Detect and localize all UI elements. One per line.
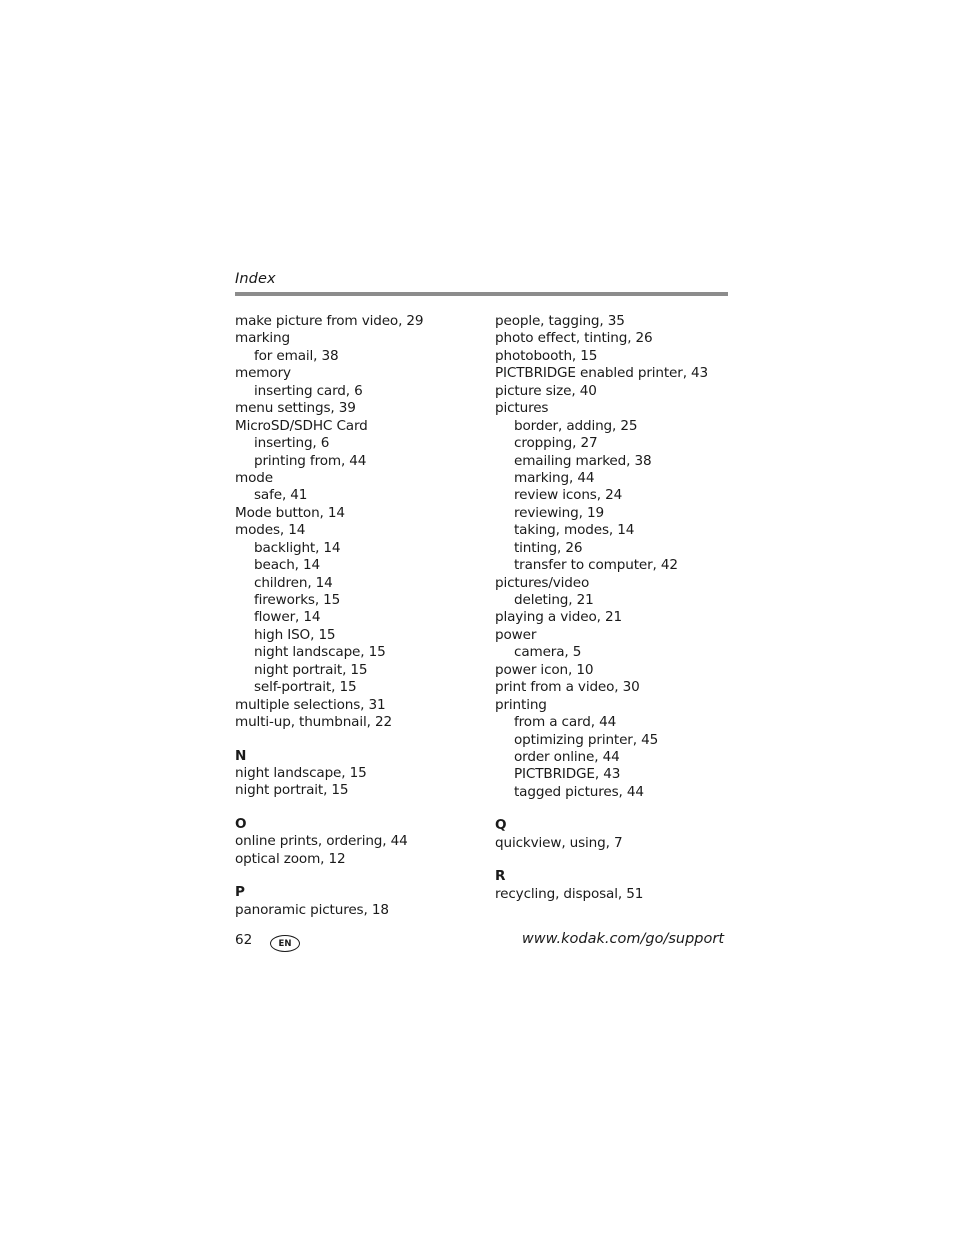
index-subentry: inserting, 6: [254, 435, 330, 452]
index-entry: night portrait, 15: [235, 782, 349, 799]
index-entry: memory: [235, 365, 291, 382]
index-section-letter: O: [235, 815, 247, 832]
index-subentry: children, 14: [254, 574, 333, 591]
index-entry: MicroSD/SDHC Card: [235, 417, 368, 434]
header-rule: [235, 292, 728, 296]
index-entry: picture size, 40: [495, 382, 597, 399]
index-subentry: beach, 14: [254, 557, 321, 574]
index-subentry: emailing marked, 38: [514, 452, 652, 469]
index-entry: pictures/video: [495, 574, 590, 591]
index-subentry: marking, 44: [514, 469, 595, 486]
index-entry: people, tagging, 35: [495, 313, 625, 329]
index-entry: multiple selections, 31: [235, 696, 386, 713]
index-subentry: from a card, 44: [514, 714, 617, 731]
index-subentry: optimizing printer, 45: [514, 731, 659, 748]
index-entry: Mode button, 14: [235, 504, 345, 521]
index-section-letter: Q: [495, 817, 507, 834]
index-subentry: cropping, 27: [514, 435, 598, 452]
index-subentry: review icons, 24: [514, 487, 623, 504]
index-subentry: printing from, 44: [254, 452, 367, 469]
index-entry: playing a video, 21: [495, 609, 622, 626]
index-entry: optical zoom, 12: [235, 850, 346, 867]
index-entry: marking: [235, 330, 291, 347]
index-entry: print from a video, 30: [495, 679, 640, 696]
index-entry: recycling, disposal, 51: [495, 885, 644, 902]
index-entry: power icon, 10: [495, 661, 594, 678]
index-entry: multi-up, thumbnail, 22: [235, 714, 392, 731]
index-entry: photobooth, 15: [495, 347, 598, 364]
index-section-letter: R: [495, 868, 506, 885]
index-subentry: flower, 14: [254, 609, 321, 626]
header-title: Index: [235, 271, 276, 287]
index-subentry: tagged pictures, 44: [514, 783, 644, 800]
index-subentry: reviewing, 19: [514, 504, 604, 521]
index-subentry: PICTBRIDGE, 43: [514, 766, 621, 783]
index-subentry: taking, modes, 14: [514, 522, 635, 539]
index-entry: quickview, using, 7: [495, 834, 623, 851]
index-subentry: backlight, 14: [254, 539, 341, 556]
index-entry: pictures: [495, 400, 549, 417]
index-entry: night landscape, 15: [235, 764, 367, 781]
index-subentry: deleting, 21: [514, 592, 594, 608]
index-subentry: fireworks, 15: [254, 592, 341, 608]
index-subentry: self-portrait, 15: [254, 679, 357, 696]
index-entry: panoramic pictures, 18: [235, 901, 389, 918]
index-entry: make picture from video, 29: [235, 313, 424, 329]
index-entry: menu settings, 39: [235, 400, 356, 417]
index-entry: online prints, ordering, 44: [235, 833, 408, 850]
index-subentry: safe, 41: [254, 487, 308, 504]
language-badge: EN: [270, 935, 300, 952]
index-entry: modes, 14: [235, 522, 306, 539]
index-subentry: order online, 44: [514, 748, 620, 765]
support-url[interactable]: www.kodak.com/go/support: [521, 931, 724, 947]
index-subentry: tinting, 26: [514, 539, 583, 556]
index-subentry: border, adding, 25: [514, 417, 638, 434]
index-subentry: inserting card, 6: [254, 382, 363, 399]
index-subentry: night landscape, 15: [254, 644, 386, 661]
index-entry: photo effect, tinting, 26: [495, 330, 653, 347]
index-column-left: [235, 313, 485, 919]
index-column-right: [495, 313, 735, 903]
index-subentry: high ISO, 15: [254, 626, 336, 643]
index-subentry: transfer to computer, 42: [514, 557, 678, 574]
index-subentry: camera, 5: [514, 644, 582, 661]
index-entry: power: [495, 626, 537, 643]
index-subentry: for email, 38: [254, 347, 339, 364]
index-section-letter: P: [235, 884, 245, 901]
page-number: 62: [235, 932, 253, 948]
index-entry: PICTBRIDGE enabled printer, 43: [495, 365, 709, 382]
index-entry: printing: [495, 696, 547, 713]
index-entry: mode: [235, 469, 273, 486]
index-subentry: night portrait, 15: [254, 661, 368, 678]
index-section-letter: N: [235, 747, 247, 764]
